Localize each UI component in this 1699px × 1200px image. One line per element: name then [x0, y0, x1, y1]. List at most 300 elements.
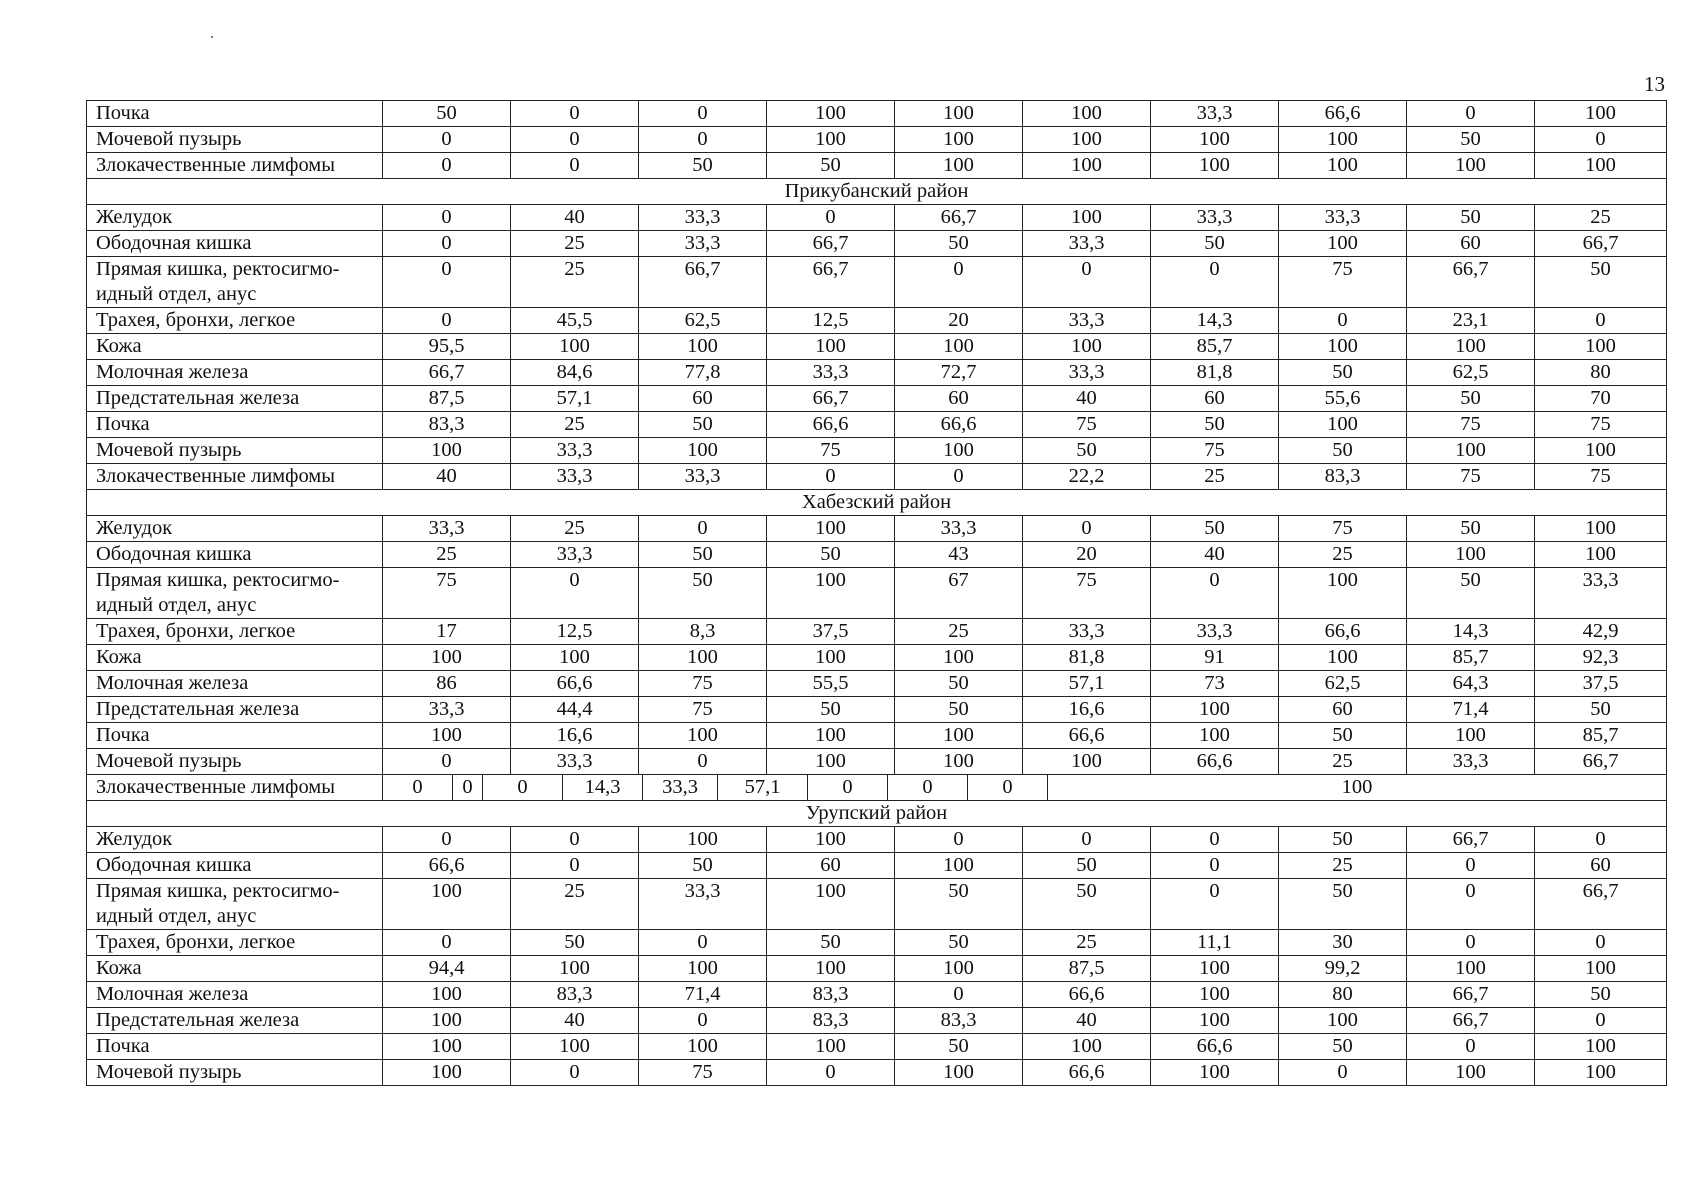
value-cell: 100 [511, 956, 639, 982]
value-cell: 33,3 [639, 464, 767, 490]
row-label: Предстательная железа [87, 1008, 383, 1034]
value-cell: 0 [639, 516, 767, 542]
value-cell: 60 [639, 386, 767, 412]
value-cell: 80 [1535, 360, 1667, 386]
value-cell: 50 [1023, 853, 1151, 879]
value-cell: 100 [767, 827, 895, 853]
value-cell: 60 [1279, 697, 1407, 723]
value-cell: 66,6 [1023, 723, 1151, 749]
value-cell: 0 [511, 827, 639, 853]
value-cell: 100 [1279, 127, 1407, 153]
row-label: Почка [87, 101, 383, 127]
value-cell: 25 [1279, 749, 1407, 775]
value-cell: 50 [767, 930, 895, 956]
row-label: Прямая кишка, ректосигмо-идный отдел, анус [87, 879, 383, 930]
value-cell: 85,7 [1407, 645, 1535, 671]
value-cell: 33,3 [511, 749, 639, 775]
value-cell: 14,3 [1407, 619, 1535, 645]
value-cell: 87,5 [383, 386, 511, 412]
value-cell: 83,3 [1279, 464, 1407, 490]
table-row [87, 153, 1667, 179]
section-title: Хабезский район [87, 490, 1667, 516]
value-cell: 50 [1279, 1034, 1407, 1060]
value-cell: 99,2 [1279, 956, 1407, 982]
value-cell: 25 [511, 257, 639, 308]
value-cell: 100 [383, 645, 511, 671]
value-cell: 37,5 [767, 619, 895, 645]
value-cell: 75 [1279, 516, 1407, 542]
value-cell: 83,3 [511, 982, 639, 1008]
value-cell: 75 [1407, 412, 1535, 438]
value-cell: 66,7 [1535, 749, 1667, 775]
value-cell: 8,3 [639, 619, 767, 645]
value-cell: 50 [767, 542, 895, 568]
row-label: Желудок [87, 827, 383, 853]
row-label: Ободочная кишка [87, 853, 383, 879]
value-cell: 45,5 [511, 308, 639, 334]
value-cell: 66,7 [1407, 827, 1535, 853]
section-title: Урупский район [87, 801, 1667, 827]
value-cell: 0 [1407, 879, 1535, 930]
value-cell: 25 [511, 412, 639, 438]
value-cell: 100 [895, 101, 1023, 127]
value-cell: 0 [1023, 827, 1151, 853]
value-cell: 33,3 [1151, 205, 1279, 231]
value-cell: 92,3 [1535, 645, 1667, 671]
value-cell: 66,6 [1151, 1034, 1279, 1060]
row-label: Прямая кишка, ректосигмо-идный отдел, анус [87, 568, 383, 619]
value-cell: 0 [1023, 516, 1151, 542]
value-cell: 0 [1407, 1034, 1535, 1060]
value-cell: 50 [1023, 879, 1151, 930]
row-label: Трахея, бронхи, легкое [87, 308, 383, 334]
value-cell: 75 [639, 1060, 767, 1086]
value-cell: 0 [383, 231, 511, 257]
value-cell: 75 [1023, 568, 1151, 619]
table-row [87, 127, 1667, 153]
value-cell: 0 [383, 775, 453, 800]
row-label: Кожа [87, 956, 383, 982]
value-cell: 43 [895, 542, 1023, 568]
value-cell: 0 [895, 827, 1023, 853]
value-cell: 25 [511, 516, 639, 542]
value-cell: 0 [888, 775, 968, 800]
value-cell: 100 [767, 879, 895, 930]
value-cell: 50 [1407, 516, 1535, 542]
value-cell: 0 [1535, 930, 1667, 956]
row-label: Молочная железа [87, 982, 383, 1008]
table-row [87, 542, 1667, 568]
value-cell: 16,6 [511, 723, 639, 749]
value-cell: 100 [1535, 1060, 1667, 1086]
value-cell: 81,8 [1151, 360, 1279, 386]
value-cell: 100 [1535, 1034, 1667, 1060]
value-cell: 0 [895, 257, 1023, 308]
value-cell: 100 [639, 438, 767, 464]
value-cell: 75 [1023, 412, 1151, 438]
value-cell: 0 [1151, 879, 1279, 930]
value-cell: 100 [639, 334, 767, 360]
value-cell: 50 [895, 1034, 1023, 1060]
merged-values-cell [383, 775, 1667, 801]
value-cell: 33,3 [1279, 205, 1407, 231]
value-cell: 100 [1279, 231, 1407, 257]
value-cell: 57,1 [718, 775, 808, 800]
row-label: Предстательная железа [87, 697, 383, 723]
value-cell: 100 [1535, 542, 1667, 568]
row-label: Мочевой пузырь [87, 438, 383, 464]
value-cell: 33,3 [1151, 101, 1279, 127]
value-cell: 66,7 [895, 205, 1023, 231]
value-cell: 0 [511, 568, 639, 619]
value-cell: 75 [1407, 464, 1535, 490]
value-cell: 100 [1535, 956, 1667, 982]
value-cell: 0 [1023, 257, 1151, 308]
value-cell: 0 [1279, 308, 1407, 334]
value-cell: 100 [895, 723, 1023, 749]
value-cell: 25 [1535, 205, 1667, 231]
value-cell: 20 [895, 308, 1023, 334]
value-cell: 0 [767, 464, 895, 490]
value-cell: 22,2 [1023, 464, 1151, 490]
value-cell: 100 [895, 853, 1023, 879]
value-cell: 50 [639, 153, 767, 179]
value-cell: 60 [767, 853, 895, 879]
value-cell: 0 [483, 775, 563, 800]
value-cell: 100 [383, 1034, 511, 1060]
value-cell: 50 [383, 101, 511, 127]
value-cell: 66,7 [1407, 982, 1535, 1008]
table-row [87, 257, 1667, 308]
value-cell: 50 [767, 697, 895, 723]
value-cell: 100 [511, 645, 639, 671]
table-row [87, 1034, 1667, 1060]
value-cell: 50 [1279, 723, 1407, 749]
value-cell: 50 [1407, 127, 1535, 153]
value-cell: 100 [1341, 776, 1373, 798]
value-cell: 50 [639, 853, 767, 879]
statistics-table [86, 100, 1667, 1086]
value-cell: 0 [383, 749, 511, 775]
table-row [87, 1060, 1667, 1086]
value-cell: 25 [1023, 930, 1151, 956]
value-cell: 86 [383, 671, 511, 697]
value-cell: 100 [895, 438, 1023, 464]
value-cell: 14,3 [563, 775, 643, 800]
value-cell: 33,3 [643, 775, 718, 800]
value-cell: 100 [1535, 153, 1667, 179]
value-cell: 50 [1023, 438, 1151, 464]
value-cell: 0 [1151, 853, 1279, 879]
section-header-row [87, 179, 1667, 205]
value-cell: 50 [1535, 697, 1667, 723]
value-cell: 100 [511, 1034, 639, 1060]
value-cell: 75 [1535, 412, 1667, 438]
value-cell: 94,4 [383, 956, 511, 982]
value-cell: 66,7 [767, 386, 895, 412]
row-label: Желудок [87, 516, 383, 542]
value-cell: 0 [511, 101, 639, 127]
value-cell: 37,5 [1535, 671, 1667, 697]
table-row [87, 853, 1667, 879]
value-cell: 12,5 [511, 619, 639, 645]
value-cell: 67 [895, 568, 1023, 619]
value-cell: 50 [1407, 386, 1535, 412]
value-cell: 100 [1023, 205, 1151, 231]
value-cell: 0 [1535, 1008, 1667, 1034]
value-cell: 66,6 [895, 412, 1023, 438]
row-label: Кожа [87, 645, 383, 671]
value-cell: 0 [808, 775, 888, 800]
value-cell: 50 [1279, 438, 1407, 464]
value-cell: 60 [1535, 853, 1667, 879]
row-label: Ободочная кишка [87, 231, 383, 257]
value-cell: 83,3 [895, 1008, 1023, 1034]
value-cell: 100 [1151, 153, 1279, 179]
value-cell: 33,3 [383, 697, 511, 723]
value-cell: 33,3 [639, 205, 767, 231]
value-cell: 100 [1023, 127, 1151, 153]
table-row [87, 464, 1667, 490]
value-cell: 14,3 [1151, 308, 1279, 334]
row-label: Почка [87, 1034, 383, 1060]
value-cell: 0 [895, 464, 1023, 490]
value-cell: 0 [968, 775, 1048, 800]
value-cell: 66,6 [1279, 619, 1407, 645]
value-cell: 50 [1535, 257, 1667, 308]
value-cell: 40 [511, 205, 639, 231]
row-label: Злокачественные лимфомы [87, 464, 383, 490]
value-cell: 0 [383, 205, 511, 231]
value-cell: 0 [1407, 930, 1535, 956]
value-cell: 44,4 [511, 697, 639, 723]
value-cell: 62,5 [1279, 671, 1407, 697]
value-cell: 100 [1151, 127, 1279, 153]
value-cell: 42,9 [1535, 619, 1667, 645]
value-cell: 75 [639, 697, 767, 723]
value-cell: 50 [895, 930, 1023, 956]
value-cell: 57,1 [1023, 671, 1151, 697]
value-cell: 66,6 [767, 412, 895, 438]
row-label: Почка [87, 412, 383, 438]
table-body [87, 101, 1667, 1086]
value-cell: 33,3 [1023, 619, 1151, 645]
value-cell: 55,6 [1279, 386, 1407, 412]
value-cell: 0 [1535, 127, 1667, 153]
value-cell: 100 [383, 438, 511, 464]
value-cell: 50 [895, 671, 1023, 697]
value-cell: 25 [1151, 464, 1279, 490]
row-label: Предстательная железа [87, 386, 383, 412]
table-row [87, 930, 1667, 956]
value-cell: 100 [383, 723, 511, 749]
value-cell: 77,8 [639, 360, 767, 386]
value-cell: 100 [1023, 1034, 1151, 1060]
value-cell: 100 [895, 956, 1023, 982]
value-cell: 0 [767, 205, 895, 231]
value-cell: 0 [1279, 1060, 1407, 1086]
table-row [87, 101, 1667, 127]
value-cell: 0 [767, 1060, 895, 1086]
row-label: Желудок [87, 205, 383, 231]
value-cell: 83,3 [767, 982, 895, 1008]
table-row [87, 308, 1667, 334]
row-label: Молочная железа [87, 360, 383, 386]
value-cell: 85,7 [1535, 723, 1667, 749]
value-cell: 50 [1151, 516, 1279, 542]
value-cell: 50 [895, 697, 1023, 723]
value-cell: 50 [1407, 568, 1535, 619]
value-cell: 50 [1279, 827, 1407, 853]
value-cell: 66,7 [767, 257, 895, 308]
value-cell: 83,3 [383, 412, 511, 438]
value-cell: 0 [383, 308, 511, 334]
value-cell: 100 [1535, 101, 1667, 127]
value-cell: 100 [639, 723, 767, 749]
table-row [87, 438, 1667, 464]
value-cell: 0 [1151, 568, 1279, 619]
table-row [87, 749, 1667, 775]
scan-speck [211, 36, 213, 38]
value-cell: 100 [1023, 749, 1151, 775]
value-cell: 100 [383, 982, 511, 1008]
value-cell: 17 [383, 619, 511, 645]
value-cell: 100 [1151, 982, 1279, 1008]
value-cell: 100 [1407, 956, 1535, 982]
table-row [87, 723, 1667, 749]
value-cell: 100 [767, 956, 895, 982]
value-cell: 0 [383, 827, 511, 853]
value-cell: 50 [1279, 879, 1407, 930]
value-cell: 25 [511, 879, 639, 930]
value-cell: 75 [383, 568, 511, 619]
value-cell: 83,3 [767, 1008, 895, 1034]
value-cell: 72,7 [895, 360, 1023, 386]
value-cell: 0 [1151, 827, 1279, 853]
value-cell: 75 [767, 438, 895, 464]
value-cell: 100 [895, 127, 1023, 153]
table-row [87, 386, 1667, 412]
row-label: Кожа [87, 334, 383, 360]
value-cell: 87,5 [1023, 956, 1151, 982]
value-cell: 33,3 [639, 879, 767, 930]
value-cell: 33,3 [895, 516, 1023, 542]
value-cell: 100 [1535, 334, 1667, 360]
value-cell: 100 [1407, 1060, 1535, 1086]
value-cell: 50 [1535, 982, 1667, 1008]
value-cell: 60 [1407, 231, 1535, 257]
value-cell: 33,3 [1023, 308, 1151, 334]
value-cell: 57,1 [511, 386, 639, 412]
value-cell: 75 [1279, 257, 1407, 308]
value-cell: 50 [1279, 360, 1407, 386]
value-cell: 100 [1407, 153, 1535, 179]
value-cell: 100 [895, 1060, 1023, 1086]
value-cell: 33,3 [511, 542, 639, 568]
value-cell: 66,7 [1535, 879, 1667, 930]
table-row [87, 645, 1667, 671]
value-cell: 100 [1151, 956, 1279, 982]
value-cell: 66,7 [1407, 257, 1535, 308]
value-cell: 100 [639, 645, 767, 671]
section-header-row [87, 490, 1667, 516]
table-row [87, 568, 1667, 619]
section-header-row [87, 801, 1667, 827]
value-cell: 0 [383, 127, 511, 153]
value-cell: 33,3 [1023, 231, 1151, 257]
table-row [87, 334, 1667, 360]
row-label: Молочная железа [87, 671, 383, 697]
value-cell: 55,5 [767, 671, 895, 697]
value-cell: 100 [767, 127, 895, 153]
value-cell: 84,6 [511, 360, 639, 386]
table-row [87, 516, 1667, 542]
value-cell: 100 [767, 568, 895, 619]
value-cell: 100 [639, 827, 767, 853]
value-cell: 40 [1151, 542, 1279, 568]
value-cell: 100 [511, 334, 639, 360]
value-cell: 0 [639, 749, 767, 775]
value-cell: 25 [383, 542, 511, 568]
value-cell: 33,3 [511, 464, 639, 490]
value-cell: 100 [1023, 101, 1151, 127]
value-cell: 33,3 [639, 231, 767, 257]
value-cell: 40 [511, 1008, 639, 1034]
value-cell: 71,4 [1407, 697, 1535, 723]
value-cell: 40 [1023, 1008, 1151, 1034]
value-cell: 100 [1407, 723, 1535, 749]
value-cell: 20 [1023, 542, 1151, 568]
value-cell: 0 [511, 127, 639, 153]
value-cell: 66,6 [1023, 982, 1151, 1008]
value-cell: 33,3 [1535, 568, 1667, 619]
value-cell: 11,1 [1151, 930, 1279, 956]
value-cell: 0 [511, 853, 639, 879]
value-cell: 50 [895, 879, 1023, 930]
value-cell: 85,7 [1151, 334, 1279, 360]
value-cell: 100 [767, 516, 895, 542]
value-cell: 62,5 [1407, 360, 1535, 386]
value-cell: 100 [383, 879, 511, 930]
value-cell: 80 [1279, 982, 1407, 1008]
value-cell: 100 [1279, 153, 1407, 179]
table-row [87, 231, 1667, 257]
value-cell: 0 [639, 127, 767, 153]
value-cell: 100 [1151, 723, 1279, 749]
table-row [87, 1008, 1667, 1034]
value-cell: 64,3 [1407, 671, 1535, 697]
value-cell: 25 [511, 231, 639, 257]
value-cell: 100 [1151, 697, 1279, 723]
row-label: Прямая кишка, ректосигмо-идный отдел, анус [87, 257, 383, 308]
value-cell: 60 [895, 386, 1023, 412]
page-number: 13 [1644, 72, 1665, 96]
row-label: Трахея, бронхи, легкое [87, 930, 383, 956]
value-cell: 81,8 [1023, 645, 1151, 671]
value-cell: 100 [895, 645, 1023, 671]
value-cell: 33,3 [383, 516, 511, 542]
value-cell: 62,5 [639, 308, 767, 334]
table-row [87, 956, 1667, 982]
value-cell: 40 [1023, 386, 1151, 412]
table-row [87, 360, 1667, 386]
value-cell: 50 [1151, 412, 1279, 438]
value-cell: 0 [1151, 257, 1279, 308]
value-cell: 16,6 [1023, 697, 1151, 723]
value-cell: 50 [1407, 205, 1535, 231]
value-cell: 66,7 [1535, 231, 1667, 257]
value-cell: 100 [767, 334, 895, 360]
